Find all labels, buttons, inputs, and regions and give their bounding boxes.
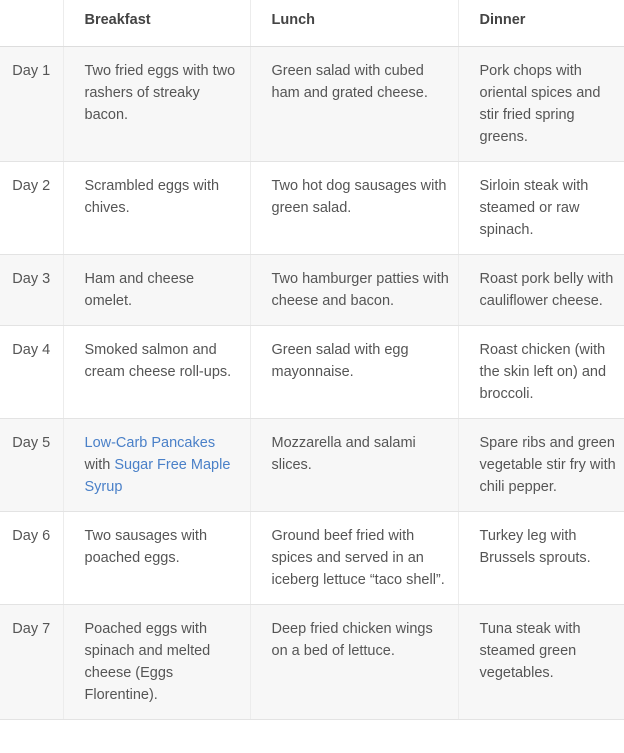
breakfast-cell: Smoked salmon and cream cheese roll-ups. xyxy=(63,326,250,419)
dinner-cell: Sirloin steak with steamed or raw spinach. xyxy=(458,162,624,255)
header-breakfast: Breakfast xyxy=(63,0,250,47)
day-cell: Day 2 xyxy=(0,162,63,255)
dinner-cell: Roast chicken (with the skin left on) and broccoli. xyxy=(458,326,624,419)
lunch-cell: Ground beef fried with spices and served in an iceberg lettuce “taco shell”. xyxy=(250,512,458,605)
dinner-cell: Roast pork belly with cauliflower cheese. xyxy=(458,255,624,326)
table-row xyxy=(0,162,624,255)
dinner-cell: Turkey leg with Brussels sprouts. xyxy=(458,512,624,605)
table-row xyxy=(0,512,624,605)
sugar-free-maple-syrup-link[interactable]: Sugar Free Maple Syrup xyxy=(84,457,231,495)
lunch-cell: Deep fried chicken wings on a bed of lettuce. xyxy=(250,605,458,720)
dinner-cell: Tuna steak with steamed green vegetables. xyxy=(458,605,624,720)
header-lunch: Lunch xyxy=(250,0,458,47)
table-row xyxy=(0,255,624,326)
header-dinner: Dinner xyxy=(458,0,624,47)
day-cell: Day 5 xyxy=(0,419,63,512)
breakfast-cell: Scrambled eggs with chives. xyxy=(63,162,250,255)
lunch-cell: Mozzarella and salami slices. xyxy=(250,419,458,512)
table-row xyxy=(0,605,624,720)
table-row xyxy=(0,47,624,162)
dinner-cell: Pork chops with oriental spices and stir fried spring greens. xyxy=(458,47,624,162)
table-row xyxy=(0,326,624,419)
table-row xyxy=(0,419,624,512)
lunch-cell: Green salad with egg mayonnaise. xyxy=(250,326,458,419)
header-day xyxy=(0,0,63,47)
breakfast-cell: Poached eggs with spinach and melted cheese (Eggs Florentine). xyxy=(63,605,250,720)
breakfast-cell: Ham and cheese omelet. xyxy=(63,255,250,326)
breakfast-connector-text: with xyxy=(84,457,115,473)
lunch-cell: Two hot dog sausages with green salad. xyxy=(250,162,458,255)
low-carb-pancakes-link[interactable]: Low-Carb Pancakes xyxy=(84,435,216,451)
breakfast-cell: Two fried eggs with two rashers of streaky bacon. xyxy=(63,47,250,162)
day-cell: Day 3 xyxy=(0,255,63,326)
day-cell: Day 1 xyxy=(0,47,63,162)
breakfast-cell: Two sausages with poached eggs. xyxy=(63,512,250,605)
day-cell: Day 6 xyxy=(0,512,63,605)
lunch-cell: Two hamburger patties with cheese and bacon. xyxy=(250,255,458,326)
header-row xyxy=(0,0,624,47)
dinner-cell: Spare ribs and green vegetable stir fry with chili pepper. xyxy=(458,419,624,512)
day-cell: Day 7 xyxy=(0,605,63,720)
breakfast-cell xyxy=(63,419,250,512)
day-cell: Day 4 xyxy=(0,326,63,419)
lunch-cell: Green salad with cubed ham and grated cheese. xyxy=(250,47,458,162)
